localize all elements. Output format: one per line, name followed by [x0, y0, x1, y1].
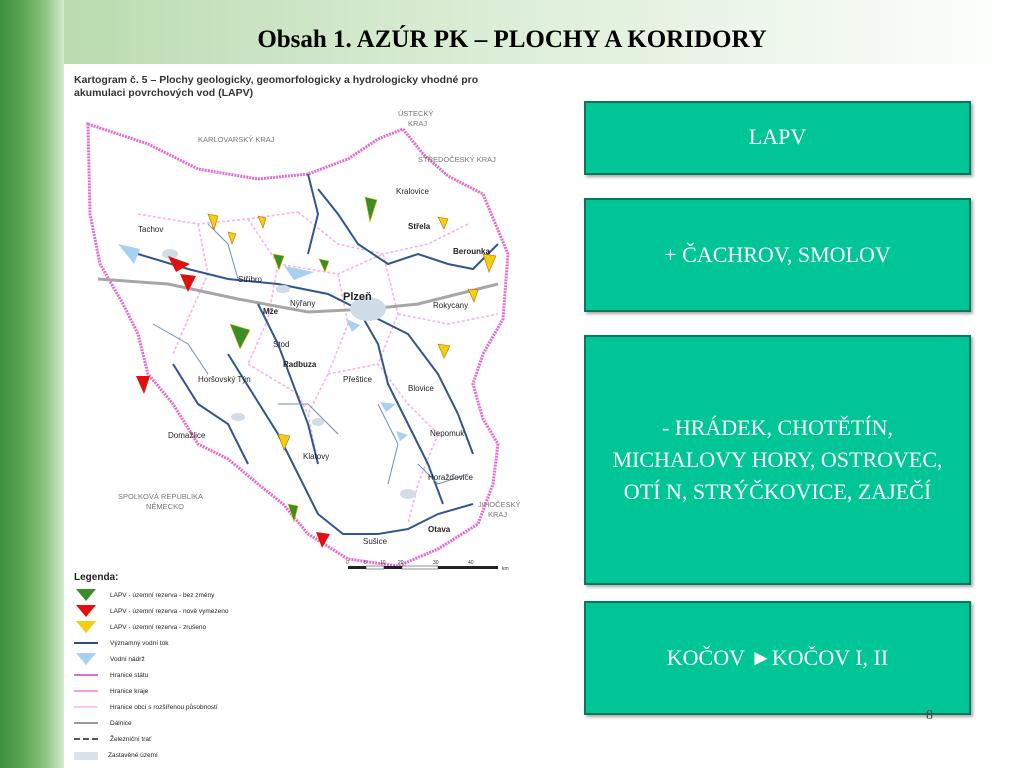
svg-text:Radbuza: Radbuza — [283, 360, 317, 369]
region-karlovarsky: KARLOVARSKÝ KRAJ — [198, 135, 275, 144]
svg-text:0: 0 — [346, 560, 349, 566]
svg-text:Tachov: Tachov — [138, 225, 164, 234]
left-decoration-stripe — [0, 0, 64, 768]
svg-text:Nepomuk: Nepomuk — [430, 429, 465, 438]
svg-text:20: 20 — [398, 560, 404, 566]
legend-item: Zastavěné území — [74, 747, 534, 763]
svg-text:KRAJ: KRAJ — [408, 119, 428, 128]
region-germany: SPOLKOVÁ REPUBLIKA — [118, 492, 204, 501]
svg-text:km: km — [502, 566, 509, 572]
map-legend — [74, 572, 534, 763]
svg-text:30: 30 — [433, 560, 439, 566]
svg-text:KRAJ: KRAJ — [488, 510, 508, 519]
box-kocov-split: KOČOV ►KOČOV I, II — [584, 601, 971, 715]
legend-item: Významný vodní tok — [74, 635, 534, 651]
page-number: 8 — [926, 708, 933, 723]
box-added-sites: + ČACHROV, SMOLOV — [584, 198, 971, 312]
svg-text:10: 10 — [380, 560, 386, 566]
box-lapv: LAPV — [584, 101, 971, 175]
svg-text:Blovice: Blovice — [408, 384, 434, 393]
svg-text:Berounka: Berounka — [453, 247, 490, 256]
svg-text:Stod: Stod — [273, 340, 290, 349]
legend-item: Hranice kraje — [74, 683, 534, 699]
svg-text:Otava: Otava — [428, 525, 451, 534]
legend-item: LAPV - územní rezerva - zrušeno — [74, 619, 534, 635]
svg-text:Střela: Střela — [408, 222, 431, 231]
svg-text:40: 40 — [468, 560, 474, 566]
svg-text:NĚMECKO: NĚMECKO — [146, 502, 184, 511]
region-ustecky: ÚSTECKÝ — [398, 109, 434, 118]
svg-text:Přeštice: Přeštice — [343, 375, 372, 384]
svg-text:5: 5 — [364, 560, 367, 566]
svg-text:Stříbro: Stříbro — [238, 275, 263, 284]
legend-item: Dálnice — [74, 715, 534, 731]
map-figure — [64, 66, 536, 759]
slide-title: Obsah 1. AZÚR PK – PLOCHY A KORIDORY — [257, 26, 767, 53]
svg-text:Horšovský Týn: Horšovský Týn — [198, 375, 251, 384]
svg-text:Kralovice: Kralovice — [396, 187, 429, 196]
legend-item: Hranice státu — [74, 667, 534, 683]
region-jihocesky: JIHOČESKÝ — [478, 500, 521, 509]
svg-text:Plzeň: Plzeň — [343, 291, 372, 303]
legend-item: Železniční trať — [74, 731, 534, 747]
svg-text:Sušice: Sušice — [363, 537, 388, 546]
map-canvas — [78, 104, 524, 574]
legend-item: Hranice obcí s rozšířenou působností — [74, 699, 534, 715]
svg-text:Domažlice: Domažlice — [168, 431, 206, 440]
svg-text:Horažďovice: Horažďovice — [428, 473, 473, 482]
svg-text:Klatovy: Klatovy — [303, 452, 330, 461]
legend-title: Legenda: — [74, 572, 119, 583]
svg-text:Mže: Mže — [263, 307, 279, 316]
svg-text:Nýřany: Nýřany — [290, 299, 316, 308]
legend-item: LAPV - územní rezerva - nově vymezeno — [74, 603, 534, 619]
box-removed-sites: - HRÁDEK, CHOTĚTÍN, MICHALOVY HORY, OSTROVEC, OTÍ N, STRÝČKOVICE, ZAJEČÍ — [584, 335, 971, 585]
legend-item: LAPV - územní rezerva - bez změny — [74, 587, 534, 603]
svg-text:Rokycany: Rokycany — [433, 301, 469, 310]
legend-item: Vodní nádrž — [74, 651, 534, 667]
map-title: Kartogram č. 5 – Plochy geologicky, geomorfologicky a hydrologicky vhodné pro akumulaci povrchových vod (LAPV) — [74, 74, 479, 99]
region-stredocesky: STŘEDOČESKÝ KRAJ — [418, 155, 496, 164]
